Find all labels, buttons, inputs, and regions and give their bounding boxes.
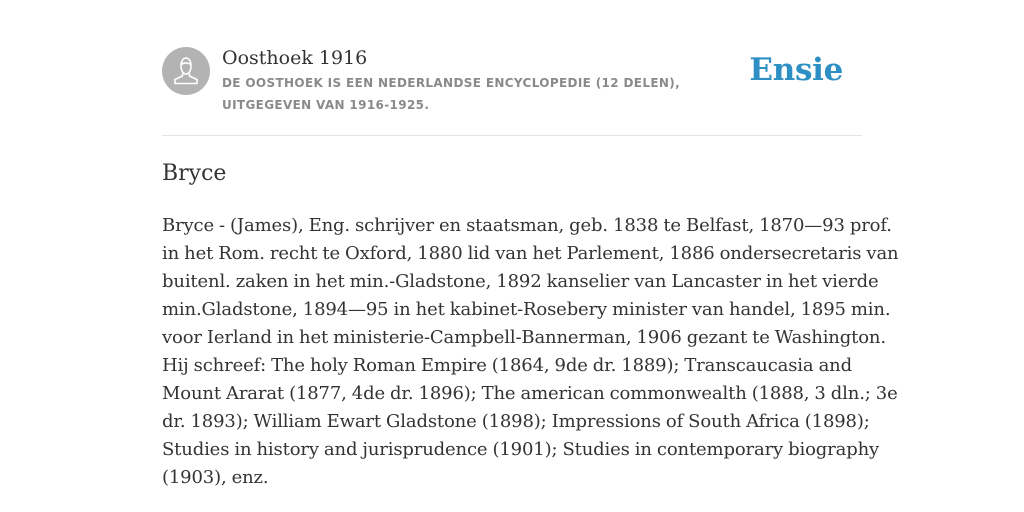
entry-body-line: Mount Ararat (1877, 4de dr. 1896); The american commonwealth (1888, 3 dln.; 3e bbox=[162, 383, 898, 404]
entry-body-line: Hij schreef: The holy Roman Empire (1864, 9de dr. 1889); Transcaucasia and bbox=[162, 355, 852, 376]
user-icon bbox=[162, 47, 210, 95]
avatar[interactable] bbox=[162, 47, 210, 95]
entry-body-line: voor Ierland in het ministerie-Campbell-Bannerman, 1906 gezant te Washington. bbox=[162, 327, 886, 348]
source-title[interactable]: Oosthoek 1916 bbox=[222, 47, 368, 69]
source-description: DE OOSTHOEK IS EEN NEDERLANDSE ENCYCLOPEDIE (12 DELEN), UITGEGEVEN VAN 1916-1925. bbox=[222, 76, 681, 112]
entry-body-line: Studies in history and jurisprudence (1901); Studies in contemporary biography bbox=[162, 439, 880, 460]
header-divider bbox=[162, 135, 862, 136]
entry-body-line: buitenl. zaken in het min.-Gladstone, 1892 kanselier van Lancaster in het vierde bbox=[162, 271, 879, 292]
entry-body-line: (1903), enz. bbox=[162, 467, 269, 488]
entry-body-line: in het Rom. recht te Oxford, 1880 lid van het Parlement, 1886 ondersecretaris van bbox=[162, 243, 899, 264]
ensie-logo[interactable]: Ensie bbox=[749, 52, 843, 88]
entry-body-line: dr. 1893); William Ewart Gladstone (1898); Impressions of South Africa (1898); bbox=[162, 411, 870, 432]
entry-body-line: min.Gladstone, 1894—95 in het kabinet-Rosebery minister van handel, 1895 min. bbox=[162, 299, 891, 320]
entry-title: Bryce bbox=[162, 161, 227, 186]
source-header bbox=[162, 44, 862, 136]
entry-body bbox=[162, 212, 899, 492]
entry-body-line: Bryce - (James), Eng. schrijver en staatsman, geb. 1838 te Belfast, 1870—93 prof. bbox=[162, 215, 892, 236]
